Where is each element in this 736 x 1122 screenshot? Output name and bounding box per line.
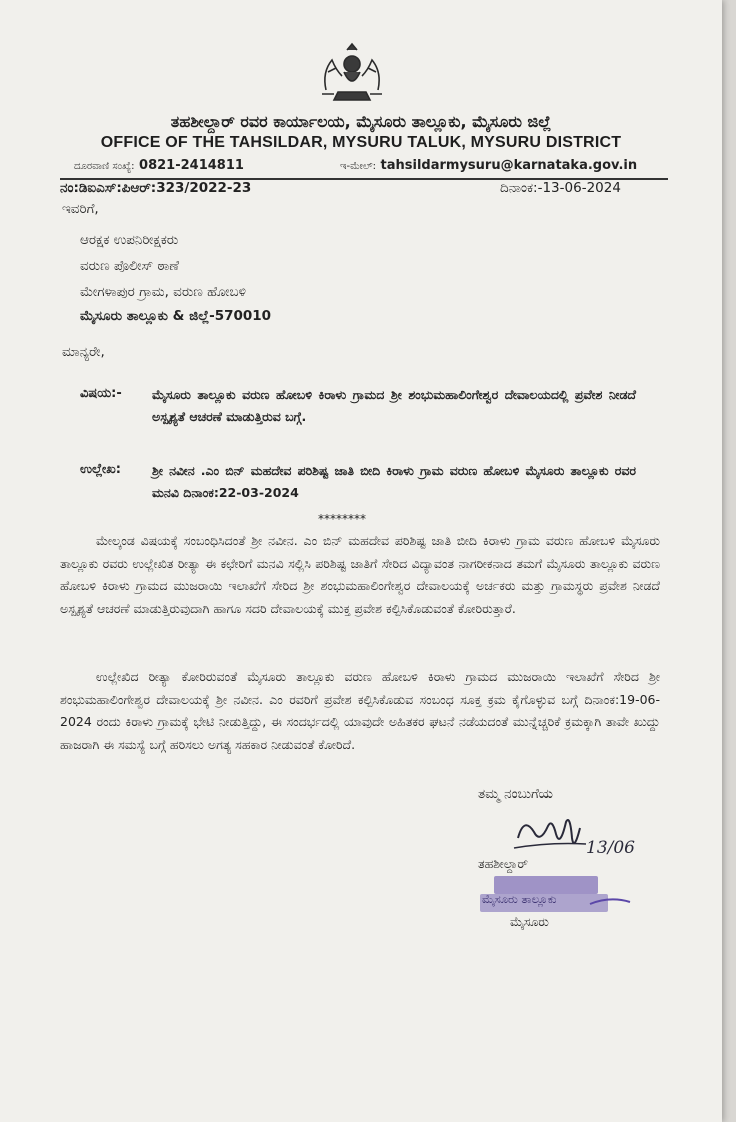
reference-number: ನಂ:ಡಿಐಎಸ್:ಪಿಆರ್:323/2022-23 xyxy=(60,180,252,196)
phone-number: 0821-2414811 xyxy=(139,158,244,173)
phone-block xyxy=(74,158,244,173)
addressee-line: ಮೇಗಳಾಪುರ ಗ್ರಾಮ, ವರುಣ ಹೋಬಳಿ xyxy=(80,284,247,300)
addressee-line: ವರುಣ ಪೊಲೀಸ್ ಠಾಣೆ xyxy=(80,258,180,274)
office-name-english: OFFICE OF THE TAHSILDAR, MYSURU TALUK, MYSURU DISTRICT xyxy=(100,134,622,151)
email-address: tahsildarmysuru@karnataka.gov.in xyxy=(380,158,638,173)
separator: ******** xyxy=(318,512,366,526)
closing-text: ತಮ್ಮ ನಂಬುಗೆಯ xyxy=(478,786,553,802)
to-label: ಇವರಿಗೆ, xyxy=(62,201,99,217)
email-block xyxy=(340,158,637,173)
letter-date: ದಿನಾಂಕ:-13-06-2024 xyxy=(500,180,621,196)
addressee-line: ಆರಕ್ಷಕ ಉಪನಿರೀಕ್ಷಕರು xyxy=(80,232,179,248)
office-name-kannada: ತಹಶೀಲ್ದಾರ್ ರವರ ಕಾರ್ಯಾಲಯ, ಮೈಸೂರು ತಾಲ್ಲೂಕು, ಮೈಸೂರು ಜಿಲ್ಲೆ xyxy=(170,112,552,131)
karnataka-emblem-icon xyxy=(314,42,390,106)
signatory-place: ಮೈಸೂರು xyxy=(510,914,549,929)
reference-label: ಉಲ್ಲೇಖ: xyxy=(80,462,121,477)
addressee-line: ಮೈಸೂರು ತಾಲ್ಲೂಕು & ಜಿಲ್ಲೆ-570010 xyxy=(80,308,272,324)
body-paragraph: ಉಲ್ಲೇಖಿದ ರೀತ್ಯಾ ಕೋರಿರುವಂತೆ ಮೈಸೂರು ತಾಲ್ಲೂಕು ವರುಣ ಹೋಬಳಿ ಕಿರಾಳು ಗ್ರಾಮದ ಮುಜರಾಯಿ ಇಲಾಖೆಗೆ ಸೇರಿದ ಶ್ರೀ ಶಂಭುಮಹಾಲಿಂಗೇಶ್ವರ ದೇವಾಲಯಕ್ಕೆ ಶ್ರೀ ನವೀನ. ಎಂ ರವರಿಗೆ ಪ್ರವೇಶ ಕಲ್ಪಿಸಿಕೊಡುವ ಸಂಬಂಧ ಸೂಕ್ತ ಕ್ರಮ ಕೈಗೊಳ್ಳುವ ಬಗ್ಗೆ ದಿನಾಂಕ:19-06-2024 ರಂದು ಕಿರಾಳು ಗ್ರಾಮಕ್ಕೆ ಭೇಟಿ ನೀಡುತ್ತಿದ್ದು, ಈ ಸಂದರ್ಭದಲ್ಲಿ ಯಾವುದೇ ಅಹಿತಕರ ಘಟನೆ ನಡೆಯದಂತೆ ಮುನ್ನೆಚ್ಚರಿಕೆ ಕ್ರಮಕ್ಕಾಗಿ ತಾವೇ ಖುದ್ದು ಹಾಜರಾಗಿ ಈ ಸಮಸ್ಯೆ ಬಗ್ಗೆ ಹರಿಸಲು ಅಗತ್ಯ ಸಹಕಾರ ನೀಡುವಂತೆ ಕೋರಿದೆ. xyxy=(60,669,660,752)
phone-label: ದೂರವಾಣಿ ಸಂಖ್ಯೆ: xyxy=(74,161,135,172)
signatory-office: ಮೈಸೂರು ತಾಲ್ಲೂಕು xyxy=(482,892,557,906)
salutation: ಮಾನ್ಯರೇ, xyxy=(62,344,105,360)
email-label: ಇ-ಮೇಲ್: xyxy=(340,161,376,172)
subject-label: ವಿಷಯ:- xyxy=(80,386,122,401)
signatory-title: ತಹಶೀಲ್ದಾರ್ xyxy=(478,856,529,871)
subject-text: ಮೈಸೂರು ತಾಲ್ಲೂಕು ವರುಣ ಹೋಬಳಿ ಕಿರಾಳು ಗ್ರಾಮದ ಶ್ರೀ ಶಂಭುಮಹಾಲಿಂಗೇಶ್ವರ ದೇವಾಲಯದಲ್ಲಿ ಪ್ರವೇಶ ನೀಡದೆ ಅಸ್ಪೃಶ್ಯತೆ ಆಚರಣೆ ಮಾಡುತ್ತಿರುವ ಬಗ್ಗೆ. xyxy=(152,387,636,424)
body-paragraph: ಮೇಲ್ಕಂಡ ವಿಷಯಕ್ಕೆ ಸಂಬಂಧಿಸಿದಂತೆ ಶ್ರೀ ನವೀನ. ಎಂ ಬಿನ್ ಮಹದೇವ ಪರಿಶಿಷ್ಟ ಜಾತಿ ಬೀದಿ ಕಿರಾಳು ಗ್ರಾಮ ವರುಣ ಹೋಬಳಿ ಮೈಸೂರು ತಾಲ್ಲೂಕು ರವರು ಉಲ್ಲೇಖಿತ ರೀತ್ಯಾ ಈ ಕಛೇರಿಗೆ ಮನವಿ ಸಲ್ಲಿಸಿ ಪರಿಶಿಷ್ಟ ಜಾತಿಗೆ ಸೇರಿದ ವಿದ್ಯಾವಂತ ನಾಗರೀಕನಾದ ತಮಗೆ ಮೈಸೂರು ತಾಲ್ಲೂಕು ವರುಣ ಹೋಬಳಿ ಕಿರಾಳು ಗ್ರಾಮದ ಮುಜರಾಯಿ ಇಲಾಖೆಗೆ ಸೇರಿದ ಶ್ರೀ ಶಂಭುಮಹಾಲಿಂಗೇಶ್ವರ ದೇವಾಲಯಕ್ಕೆ ಅರ್ಚಕರು ಮತ್ತು ಗ್ರಾಮಸ್ಥರು ಪ್ರವೇಶ ನೀಡದೆ ಅಸ್ಪೃಶ್ಯತೆ ಆಚರಣೆ ಮಾಡುತ್ತಿರುವುದಾಗಿ ಹಾಗೂ ಸದರಿ ದೇವಾಲಯಕ್ಕೆ ಮುಕ್ತ ಪ್ರವೇಶ ಕಲ್ಪಿಸಿಕೊಡುವಂತೆ ಕೋರಿರುತ್ತಾರೆ. xyxy=(60,533,660,616)
signature-date: 13/06 xyxy=(586,838,635,858)
reference-text: ಶ್ರೀ ನವೀನ .ಎಂ ಬಿನ್ ಮಹದೇವ ಪರಿಶಿಷ್ಟ ಜಾತಿ ಬೀದಿ ಕಿರಾಳು ಗ್ರಾಮ ವರುಣ ಹೋಬಳಿ ಮೈಸೂರು ತಾಲ್ಲೂಕು ರವರ ಮನವಿ ದಿನಾಂಕ:22-03-2024 xyxy=(152,463,636,500)
